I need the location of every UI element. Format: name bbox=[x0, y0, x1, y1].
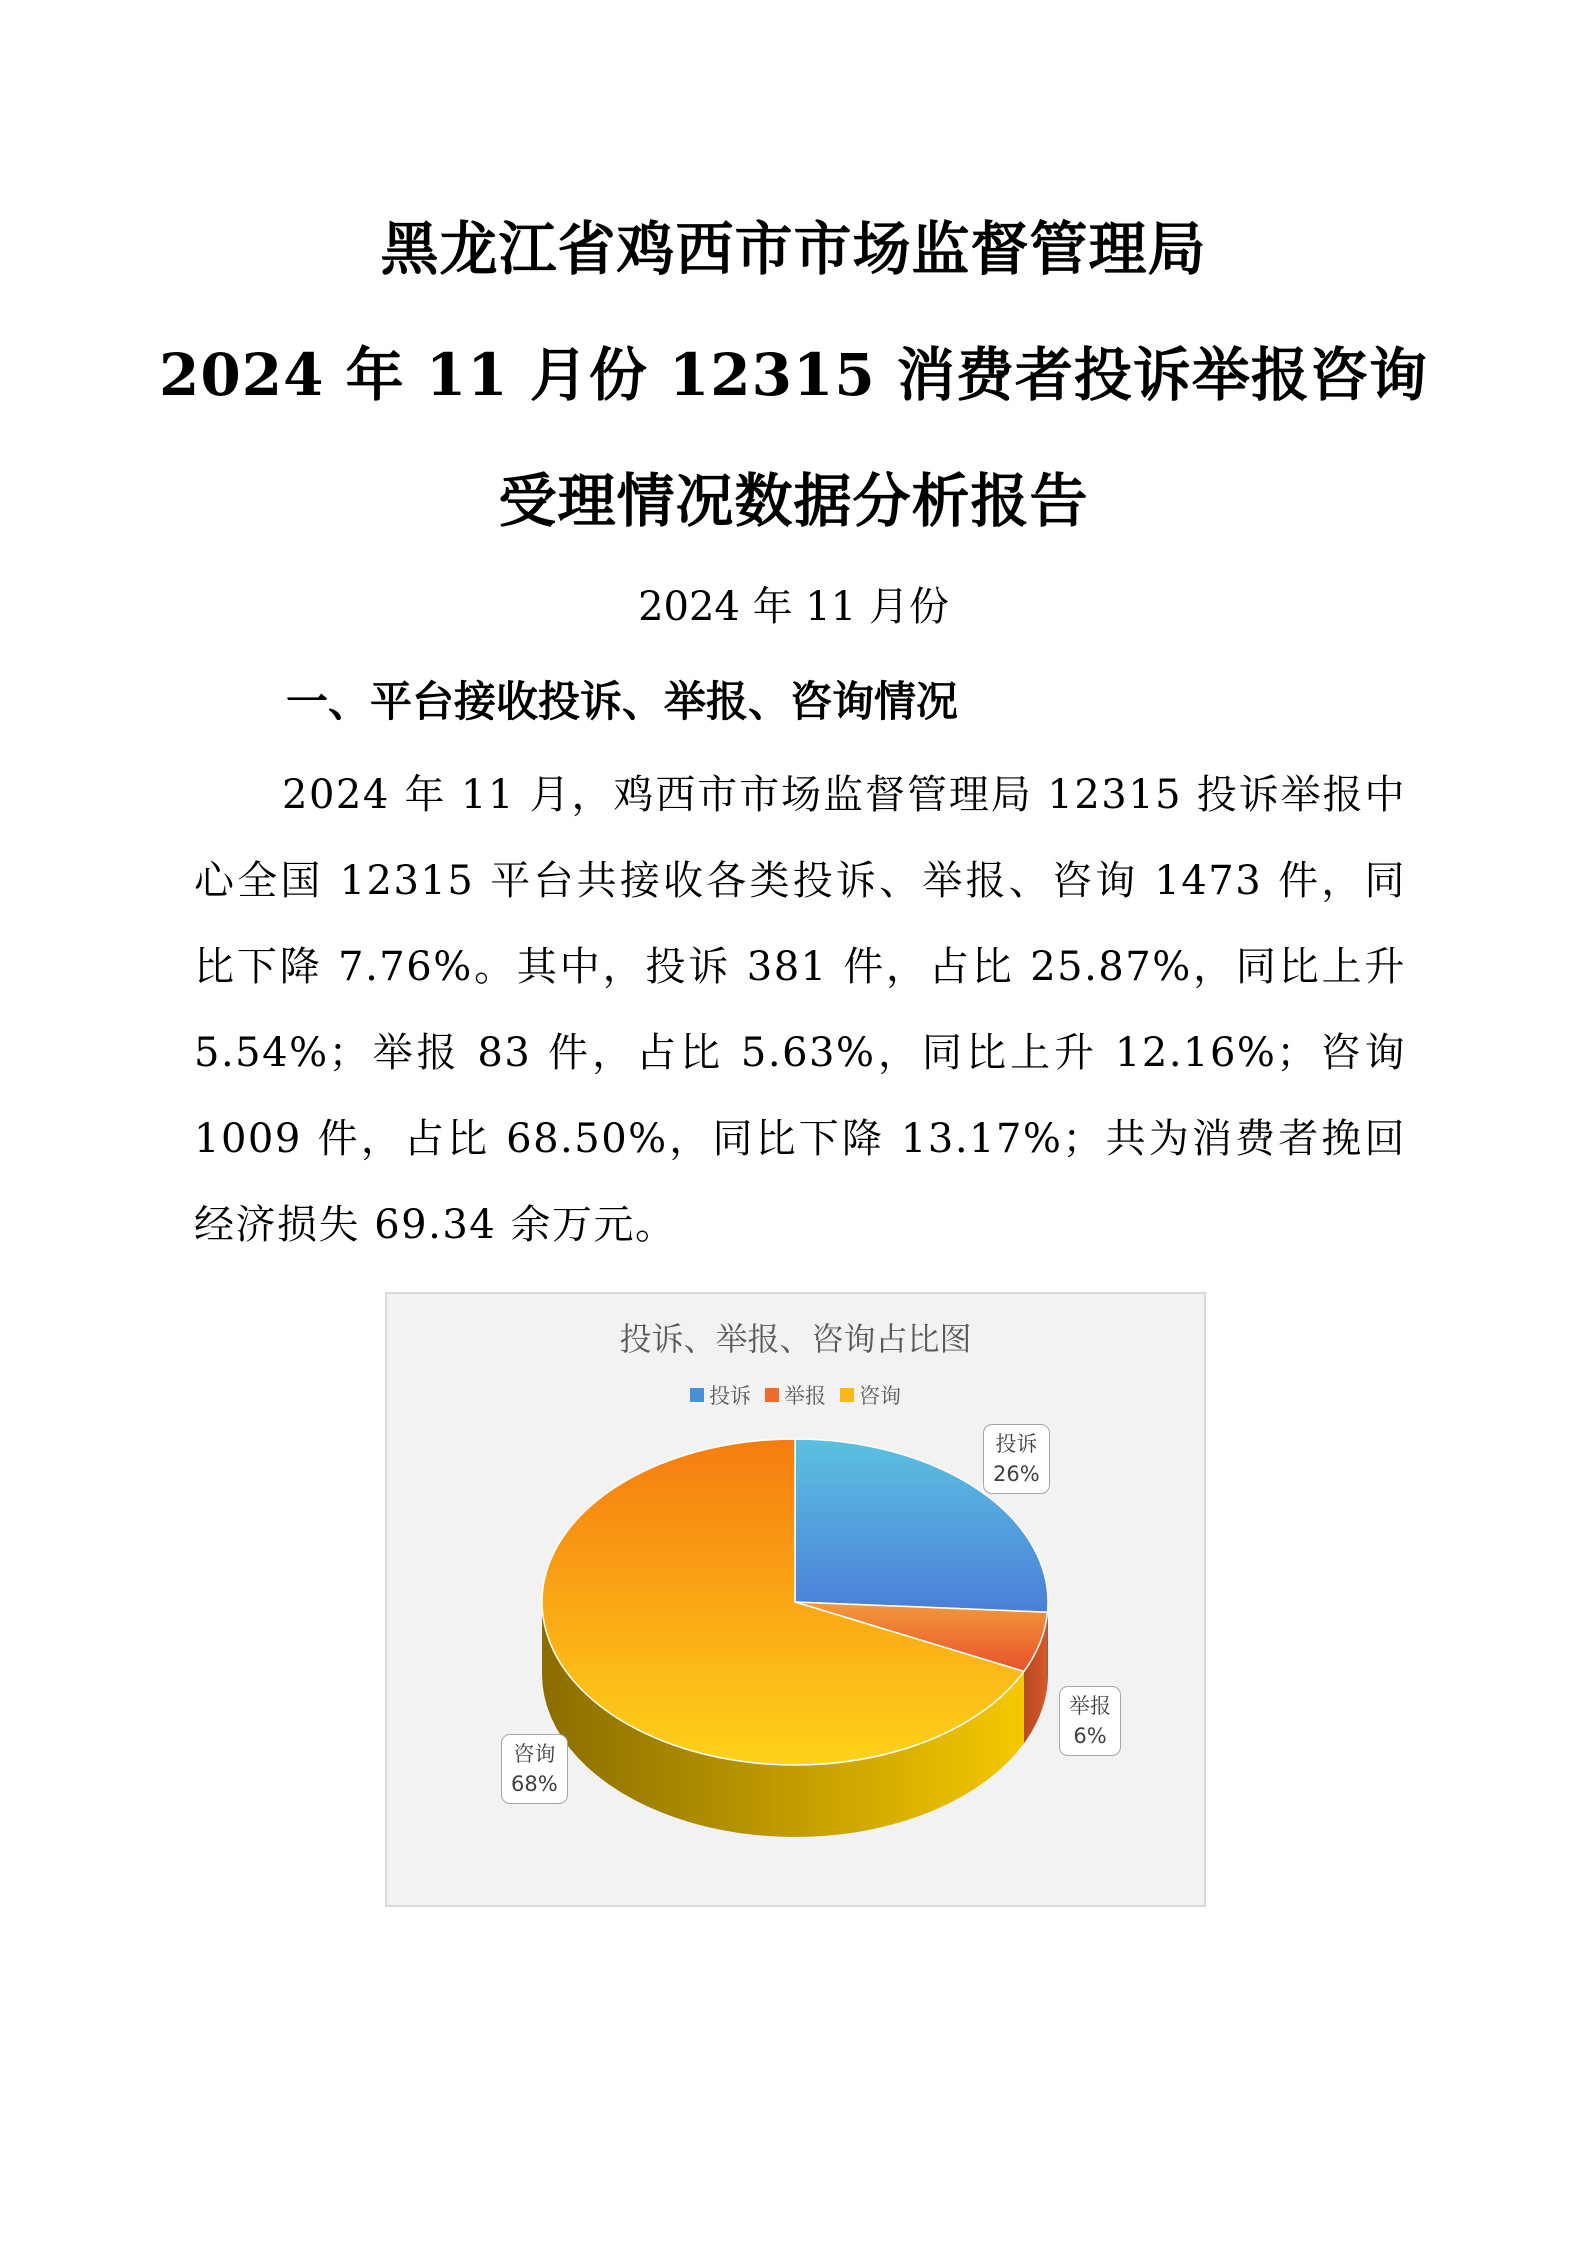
legend-label-complaint: 投诉 bbox=[709, 1384, 751, 1408]
data-label-complaint-name: 投诉 bbox=[995, 1432, 1038, 1456]
data-label-report-name: 举报 bbox=[1069, 1694, 1111, 1718]
data-label-complaint-value: 26% bbox=[993, 1462, 1040, 1486]
report-date: 2024 年 11 月份 bbox=[638, 584, 949, 630]
data-label-consult bbox=[501, 1734, 568, 1804]
summary-paragraph: 2024 年 11 月，鸡西市市场监督管理局 12315 投诉举报中心全国 12315 平台共接收各类投诉、举报、咨询 1473 件，同比下降 7.76%。其中，投诉 381 件，占比 25.87%，同比上升 5.54%；举报 83 件，占比 5.63%，同比上升 12.16%；咨询 1009 件，占比 68.50%，同比下降 13.17%；共为消费者挽回经济损失 69.34 余万元。 bbox=[194, 772, 1406, 1248]
pie-plot bbox=[387, 1294, 1204, 1905]
report-title-line1: 黑龙江省鸡西市市场监督管理局 bbox=[380, 215, 1207, 283]
data-label-consult-value: 68% bbox=[511, 1772, 558, 1796]
pie-chart bbox=[385, 1292, 1206, 1907]
section-heading: 一、平台接收投诉、举报、咨询情况 bbox=[286, 677, 959, 726]
report-title-line2: 2024 年 11 月份 12315 消费者投诉举报咨询 bbox=[159, 341, 1428, 409]
chart-title: 投诉、举报、咨询占比图 bbox=[619, 1320, 972, 1358]
data-label-complaint bbox=[983, 1424, 1050, 1494]
data-label-consult-name: 咨询 bbox=[513, 1742, 556, 1766]
data-label-report bbox=[1059, 1686, 1121, 1756]
data-label-report-value: 6% bbox=[1073, 1724, 1107, 1748]
report-title-line3: 受理情况数据分析报告 bbox=[498, 467, 1089, 535]
legend-label-report: 举报 bbox=[784, 1384, 826, 1408]
legend-label-consult: 咨询 bbox=[859, 1384, 901, 1408]
